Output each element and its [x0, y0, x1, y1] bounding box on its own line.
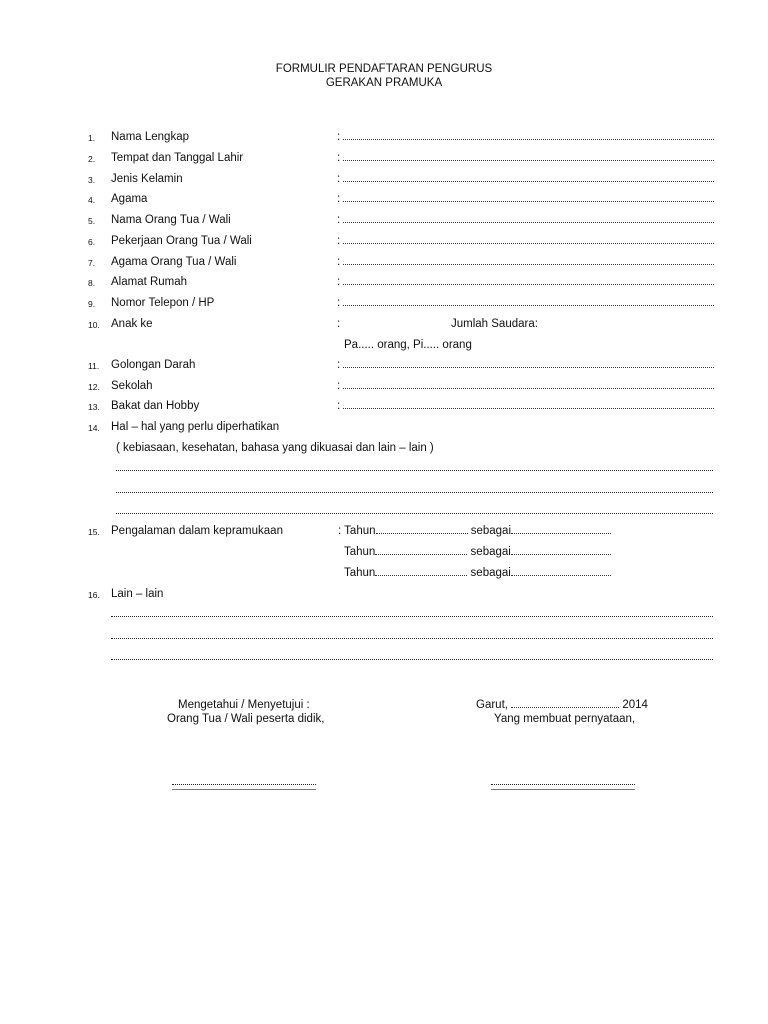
field-row-nomor-telepon: [0, 295, 768, 311]
field-number: 1.: [88, 133, 96, 143]
field-input-line[interactable]: [343, 305, 714, 306]
hal-input-line-1[interactable]: [116, 470, 713, 471]
sebagai-input[interactable]: [511, 544, 611, 555]
field-input-line[interactable]: [343, 181, 714, 182]
place-label: Garut,: [476, 699, 508, 711]
field-number: 13.: [88, 402, 100, 412]
field-number: 5.: [88, 216, 96, 226]
signature-underline-parent: [172, 789, 316, 790]
field-number: 12.: [88, 382, 100, 392]
field-colon: :: [337, 131, 341, 143]
pengalaman-entry-1: [338, 523, 611, 539]
field-colon: :: [337, 318, 341, 330]
field-label: Hal – hal yang perlu diperhatikan: [111, 421, 280, 433]
field-number: 3.: [88, 175, 96, 185]
field-input-line[interactable]: [343, 388, 714, 389]
form-subtitle: GERAKAN PRAMUKA: [325, 77, 443, 89]
orang-tua-label: Orang Tua / Wali peserta didik,: [167, 713, 325, 725]
field-number: 11.: [88, 361, 100, 371]
field-row-nama-orang-tua: [0, 212, 768, 228]
field-colon: :: [337, 193, 341, 205]
hal-input-line-3[interactable]: [116, 513, 713, 514]
field-row-jenis-kelamin: [0, 171, 768, 187]
field-input-line[interactable]: [343, 367, 714, 368]
field-label: Bakat dan Hobby: [111, 400, 200, 412]
field-row-agama-orang-tua: [0, 254, 768, 270]
field-colon: :: [337, 214, 341, 226]
tahun-label: : Tahun: [338, 525, 376, 537]
field-number: 8.: [88, 278, 96, 288]
field-label: Nama Orang Tua / Wali: [111, 214, 231, 226]
field-row-nama-lengkap: [0, 129, 768, 145]
field-input-line[interactable]: [343, 139, 714, 140]
signature-line-parent[interactable]: [172, 784, 316, 785]
field-colon: :: [337, 152, 341, 164]
lain-input-line-3[interactable]: [111, 659, 713, 660]
field-colon: :: [337, 256, 341, 268]
field-label: Agama: [111, 193, 148, 205]
pa-pi-count[interactable]: Pa..... orang, Pi..... orang: [344, 339, 472, 351]
pembuat-label: Yang membuat pernyataan,: [494, 713, 636, 725]
field-number: 9.: [88, 299, 96, 309]
jumlah-saudara-label: Jumlah Saudara:: [451, 318, 538, 330]
field-label: Pengalaman dalam kepramukaan: [111, 525, 283, 537]
sebagai-label: sebagai: [470, 525, 512, 537]
field-number: 15.: [88, 527, 100, 537]
field-label: Sekolah: [111, 380, 153, 392]
field-row-alamat-rumah: [0, 274, 768, 290]
tahun-label: Tahun: [344, 567, 376, 579]
signature-line-applicant[interactable]: [491, 784, 635, 785]
field-label: Alamat Rumah: [111, 276, 188, 288]
signature-underline-applicant: [491, 789, 635, 790]
pengalaman-entry-3: [344, 565, 611, 581]
hal-note: ( kebiasaan, kesehatan, bahasa yang dikuasai dan lain – lain ): [116, 442, 434, 454]
field-row-lain-lain: [0, 586, 768, 602]
field-input-line[interactable]: [343, 408, 714, 409]
field-row-tempat-tanggal-lahir: [0, 150, 768, 166]
field-colon: :: [337, 235, 341, 247]
tahun-input[interactable]: [375, 565, 467, 576]
hal-input-line-2[interactable]: [116, 492, 713, 493]
sebagai-label: sebagai: [470, 546, 511, 558]
field-input-line[interactable]: [343, 264, 714, 265]
field-number: 16.: [88, 590, 100, 600]
lain-input-line-2[interactable]: [111, 638, 713, 639]
field-row-anak-ke: [0, 316, 768, 332]
field-row-pekerjaan-orang-tua: [0, 233, 768, 249]
field-label: Jenis Kelamin: [111, 173, 183, 185]
field-label: Agama Orang Tua / Wali: [111, 256, 237, 268]
field-label: Nomor Telepon / HP: [111, 297, 215, 309]
field-input-line[interactable]: [343, 222, 714, 223]
field-row-bakat-hobby: [0, 398, 768, 414]
lain-input-line-1[interactable]: [111, 616, 713, 617]
sebagai-input[interactable]: [511, 523, 611, 534]
field-number: 14.: [88, 423, 100, 433]
field-number: 4.: [88, 195, 96, 205]
field-number: 10.: [88, 320, 100, 330]
mengetahui-label: Mengetahui / Menyetujui :: [178, 699, 310, 711]
field-colon: :: [337, 173, 341, 185]
form-title: FORMULIR PENDAFTARAN PENGURUS: [275, 63, 493, 75]
field-colon: :: [337, 359, 341, 371]
field-input-line[interactable]: [343, 243, 714, 244]
date-input[interactable]: [511, 697, 619, 708]
field-colon: :: [337, 380, 341, 392]
sebagai-input[interactable]: [511, 565, 611, 576]
field-input-line[interactable]: [343, 284, 714, 285]
field-label: Anak ke: [111, 318, 153, 330]
field-number: 7.: [88, 258, 96, 268]
tahun-input[interactable]: [375, 544, 467, 555]
field-label: Pekerjaan Orang Tua / Wali: [111, 235, 252, 247]
field-colon: :: [337, 297, 341, 309]
field-label: Lain – lain: [111, 588, 164, 600]
sebagai-label: sebagai: [470, 567, 511, 579]
field-colon: :: [337, 276, 341, 288]
field-input-line[interactable]: [343, 201, 714, 202]
year-label: 2014: [622, 699, 648, 711]
field-colon: :: [337, 400, 341, 412]
field-label: Nama Lengkap: [111, 131, 189, 143]
field-row-golongan-darah: [0, 357, 768, 373]
field-label: Tempat dan Tanggal Lahir: [111, 152, 244, 164]
field-row-agama: [0, 191, 768, 207]
pengalaman-entry-2: [344, 544, 611, 560]
field-row-sekolah: [0, 378, 768, 394]
field-label: Golongan Darah: [111, 359, 196, 371]
tahun-label: Tahun: [344, 546, 376, 558]
field-number: 6.: [88, 237, 96, 247]
field-number: 2.: [88, 154, 96, 164]
field-row-hal-diperhatikan: [0, 419, 768, 435]
field-input-line[interactable]: [343, 160, 714, 161]
tahun-input[interactable]: [376, 523, 468, 534]
